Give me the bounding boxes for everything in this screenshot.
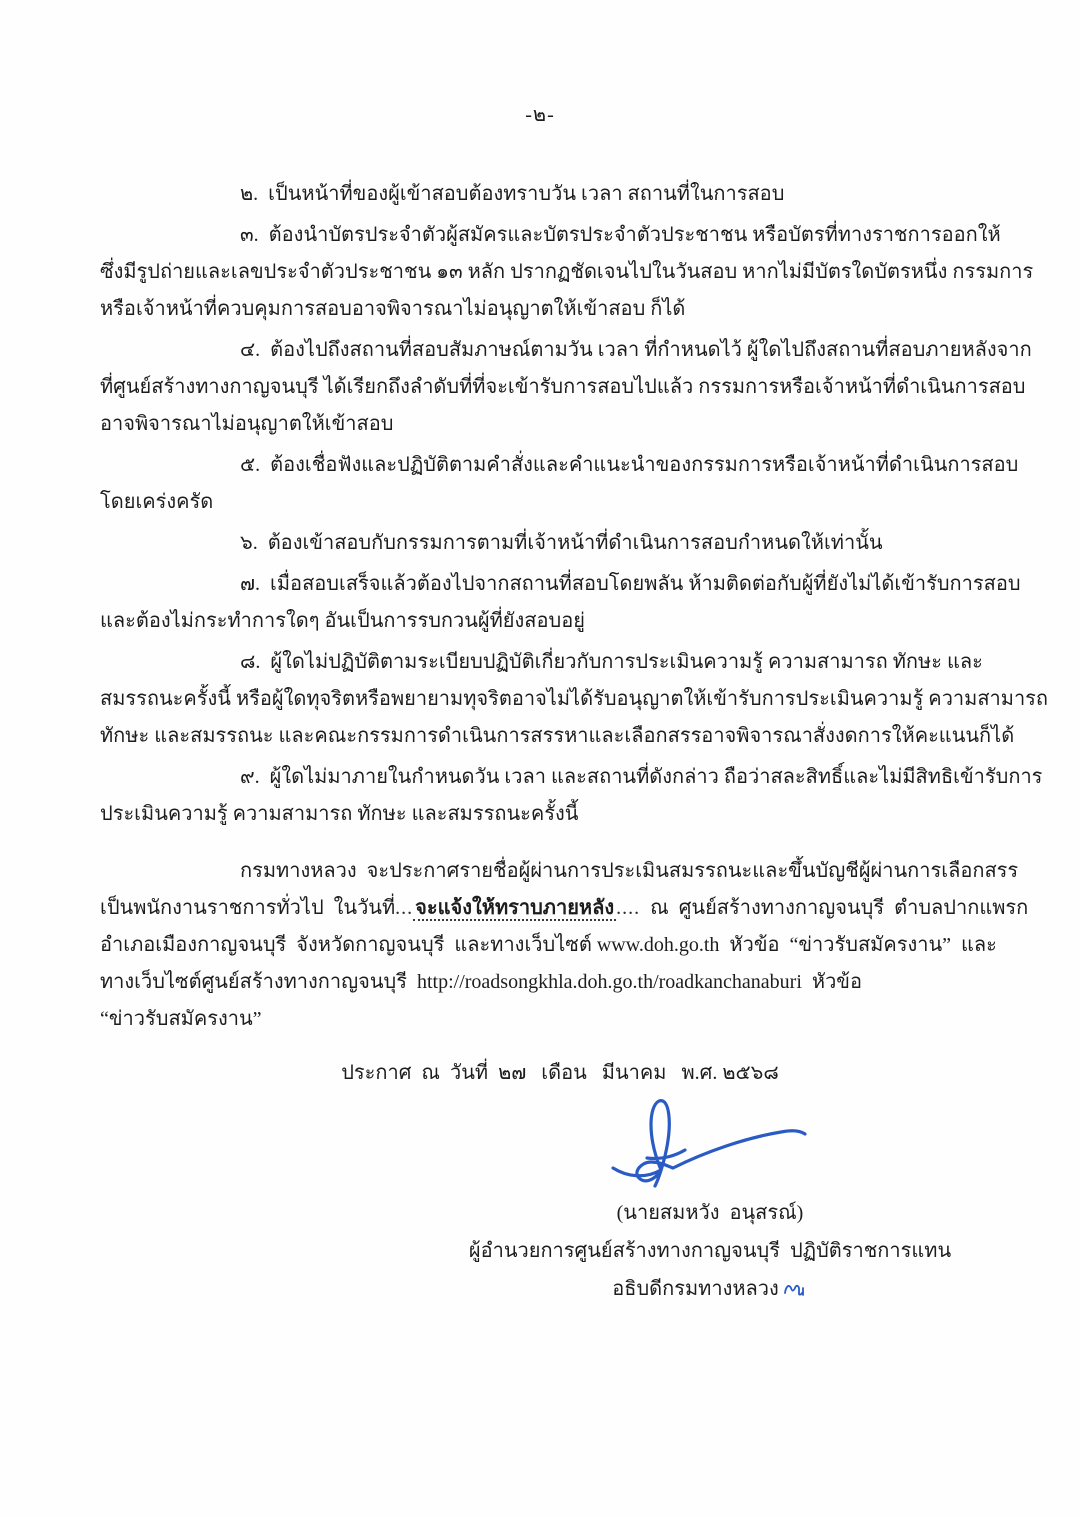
text-line: อำเภอเมืองกาญจนบุรี จังหวัดกาญจนบุรี และทางเว็บไซต์ www.doh.go.th หัวข้อ “ข่าวรับสมัครงาน” และ <box>100 934 997 956</box>
signature-block <box>430 1096 990 1308</box>
paragraph-item-6 <box>100 525 980 562</box>
fill-in-phrase: จะแจ้งให้ทราบภายหลัง <box>415 897 615 919</box>
paragraph-item-7 <box>100 566 1021 640</box>
text-line: ๕. ต้องเชื่อฟังและปฏิบัติตามคำสั่งและคำแนะนำของกรรมการหรือเจ้าหน้าที่ดำเนินการสอบ <box>240 454 1019 476</box>
text-line: ๒. เป็นหน้าที่ของผู้เข้าสอบต้องทราบวัน เวลา สถานที่ในการสอบ <box>240 183 785 205</box>
numbered-items <box>100 176 1049 833</box>
announcement-date-line: ประกาศ ณ วันที่ ๒๗ เดือน มีนาคม พ.ศ. ๒๕๖๘ <box>341 1062 779 1084</box>
dotted-leader: .... <box>616 897 641 919</box>
text-line: ๘. ผู้ใดไม่ปฏิบัติตามระเบียบปฏิบัติเกี่ยวกับการประเมินความรู้ ความสามารถ ทักษะ และ <box>240 651 983 673</box>
signer-name: (นายสมหวัง อนุสรณ์) <box>616 1202 804 1224</box>
paraph-initial-icon <box>782 1279 808 1299</box>
closing-line2-prefix: เป็นพนักงานราชการทั่วไป ในวันที่ <box>100 897 396 919</box>
text-line: ทักษะ และสมรรถนะ และคณะกรรมการดำเนินการสรรหาและเลือกสรรอาจพิจารณาสั่งงดการให้คะแนนก็ได้ <box>100 725 1015 747</box>
text-line: ๓. ต้องนำบัตรประจำตัวผู้สมัครและบัตรประจำตัวประชาชน หรือบัตรที่ทางราชการออกให้ <box>240 224 1001 246</box>
text-line: ๗. เมื่อสอบเสร็จแล้วต้องไปจากสถานที่สอบโดยพลัน ห้ามติดต่อกับผู้ที่ยังไม่ได้เข้ารับการสอบ <box>240 573 1021 595</box>
paragraph-item-4 <box>100 332 1032 443</box>
text-line: สมรรถนะครั้งนี้ หรือผู้ใดทุจริตหรือพยายามทุจริตอาจไม่ได้รับอนุญาตให้เข้ารับการประเมินความรู้ ความสามารถ <box>100 688 1049 710</box>
text-line: โดยเคร่งครัด <box>100 491 214 513</box>
paragraph-item-3 <box>100 217 1034 328</box>
text-line: ๔. ต้องไปถึงสถานที่สอบสัมภาษณ์ตามวัน เวลา ที่กำหนดไว้ ผู้ใดไปถึงสถานที่สอบภายหลังจาก <box>240 339 1032 361</box>
text-line: “ข่าวรับสมัครงาน” <box>100 1008 262 1030</box>
text-line: อาจพิจารณาไม่อนุญาตให้เข้าสอบ <box>100 413 394 435</box>
text-line <box>100 890 1029 927</box>
signer-title-1: ผู้อำนวยการศูนย์สร้างทางกาญจนบุรี ปฏิบัติราชการแทน <box>468 1240 952 1262</box>
signer-title-2-text: อธิบดีกรมทางหลวง <box>612 1278 779 1300</box>
signer-title-2 <box>430 1270 990 1308</box>
text-line: หรือเจ้าหน้าที่ควบคุมการสอบอาจพิจารณาไม่อนุญาตให้เข้าสอบ ก็ได้ <box>100 298 686 320</box>
dotted-leader: ... <box>395 897 414 919</box>
text-line: ซึ่งมีรูปถ่ายและเลขประจำตัวประชาชน ๑๓ หลัก ปรากฏชัดเจนไปในวันสอบ หากไม่มีบัตรใดบัตรหนึ่ง กรรมการ <box>100 261 1034 283</box>
paragraph-item-5 <box>100 447 1019 521</box>
paragraph-closing <box>100 853 1029 1038</box>
text-line: ทางเว็บไซต์ศูนย์สร้างทางกาญจนบุรี http://roadsongkhla.doh.go.th/roadkanchanaburi หัวข้อ <box>100 971 862 993</box>
text-line: ที่ศูนย์สร้างทางกาญจนบุรี ได้เรียกถึงลำดับที่ที่จะเข้ารับการสอบไปแล้ว กรรมการหรือเจ้าหน้าที่ดำเนินการสอบ <box>100 376 1026 398</box>
signature-ink-icon <box>595 1096 825 1192</box>
page-number: -๒- <box>525 104 555 126</box>
text-line: กรมทางหลวง จะประกาศรายชื่อผู้ผ่านการประเมินสมรรถนะและขึ้นบัญชีผู้ผ่านการเลือกสรร <box>240 860 1019 882</box>
paragraph-item-9 <box>100 759 1043 833</box>
paragraph-item-8 <box>100 644 1049 755</box>
text-line: ประเมินความรู้ ความสามารถ ทักษะ และสมรรถนะครั้งนี้ <box>100 803 579 825</box>
paragraph-item-2 <box>100 176 980 213</box>
text-line: ๖. ต้องเข้าสอบกับกรรมการตามที่เจ้าหน้าที่ดำเนินการสอบกำหนดให้เท่านั้น <box>240 532 883 554</box>
text-line: และต้องไม่กระทำการใดๆ อันเป็นการรบกวนผู้ที่ยังสอบอยู่ <box>100 610 585 632</box>
closing-line2-suffix: ณ ศูนย์สร้างทางกาญจนบุรี ตำบลปากแพรก <box>640 897 1029 919</box>
text-line: ๙. ผู้ใดไม่มาภายในกำหนดวัน เวลา และสถานที่ดังกล่าว ถือว่าสละสิทธิ์และไม่มีสิทธิเข้ารับการ <box>240 766 1043 788</box>
